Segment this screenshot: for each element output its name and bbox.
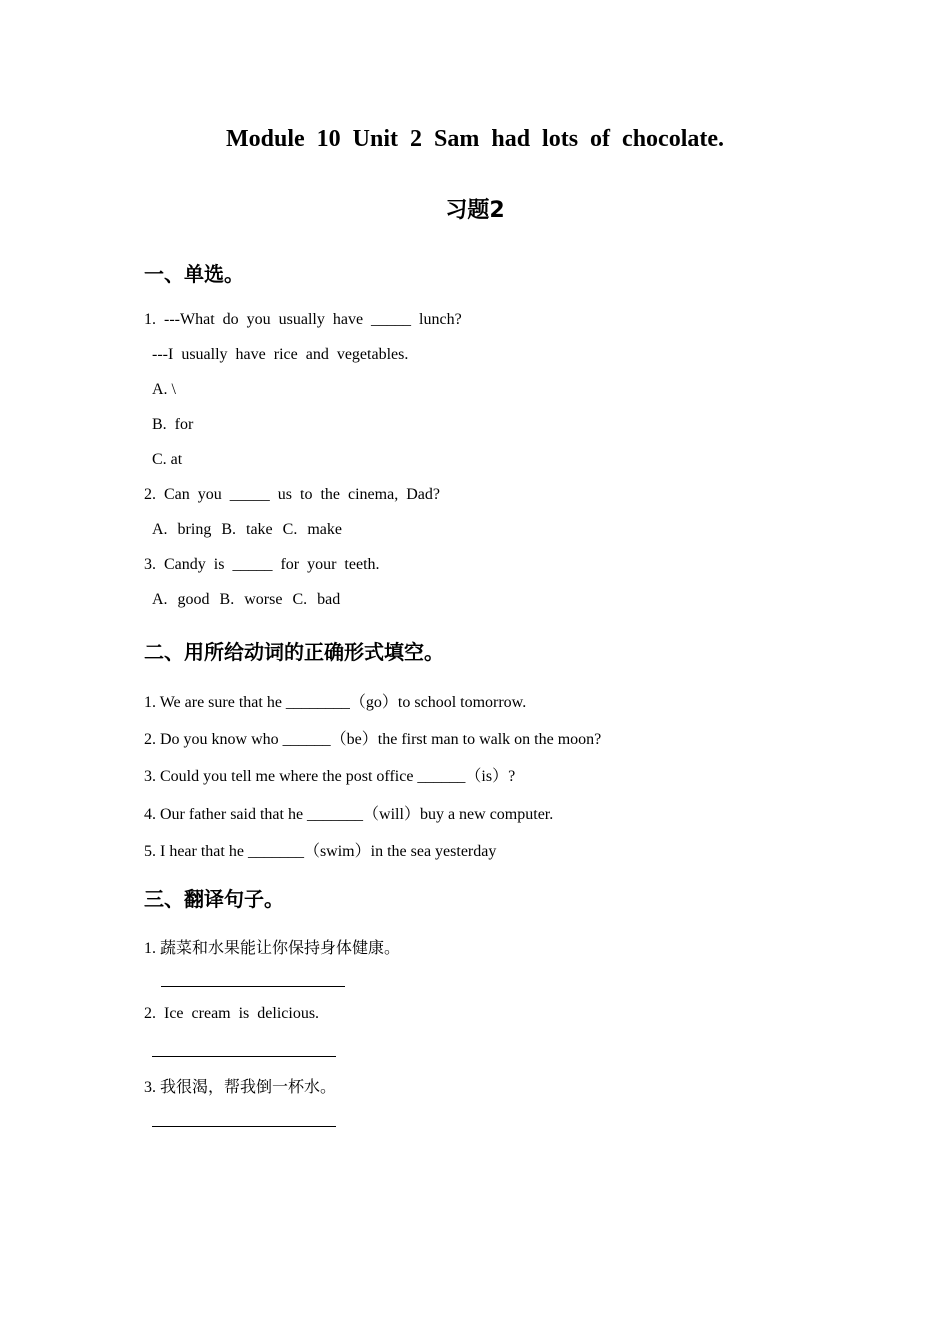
section-heading-multiple-choice: 一、单选。 [144, 262, 244, 286]
question-3-options: A. good B. worse C. bad [152, 591, 341, 608]
section-heading-verb-forms: 二、用所给动词的正确形式填空。 [144, 640, 444, 664]
fill-item-2: 2. Do you know who ______（be）the first man to walk on the moon? [144, 731, 602, 748]
question-2-options: A. bring B. take C. make [152, 521, 342, 538]
page-title: Module 10 Unit 2 Sam had lots of chocolate. [226, 126, 724, 152]
page-subtitle: 习题2 [445, 198, 505, 223]
question-3-stem: 3. Candy is _____ for your teeth. [144, 556, 380, 573]
fill-item-4: 4. Our father said that he _______（will）buy a new computer. [144, 806, 554, 823]
question-1-reply: ---I usually have rice and vegetables. [152, 346, 409, 363]
answer-line-1 [161, 986, 345, 987]
fill-item-1: 1. We are sure that he ________（go）to school tomorrow. [144, 694, 527, 711]
question-1-option-c: C. at [152, 451, 183, 468]
answer-line-3 [152, 1126, 336, 1127]
translate-item-1: 1. 蔬菜和水果能让你保持身体健康。 [144, 940, 401, 957]
translate-item-2: 2. Ice cream is delicious. [144, 1005, 320, 1022]
answer-line-2 [152, 1056, 336, 1057]
question-1-stem: 1. ---What do you usually have _____ lunch? [144, 311, 462, 328]
fill-item-3: 3. Could you tell me where the post office ______（is）? [144, 768, 516, 785]
fill-item-5: 5. I hear that he _______（swim）in the sea yesterday [144, 843, 497, 860]
question-1-option-b: B. for [152, 416, 194, 433]
question-1-option-a: A. \ [152, 381, 176, 398]
question-2-stem: 2. Can you _____ us to the cinema, Dad? [144, 486, 440, 503]
section-heading-translation: 三、翻译句子。 [144, 887, 284, 911]
translate-item-3: 3. 我很渴，帮我倒一杯水。 [144, 1079, 337, 1096]
